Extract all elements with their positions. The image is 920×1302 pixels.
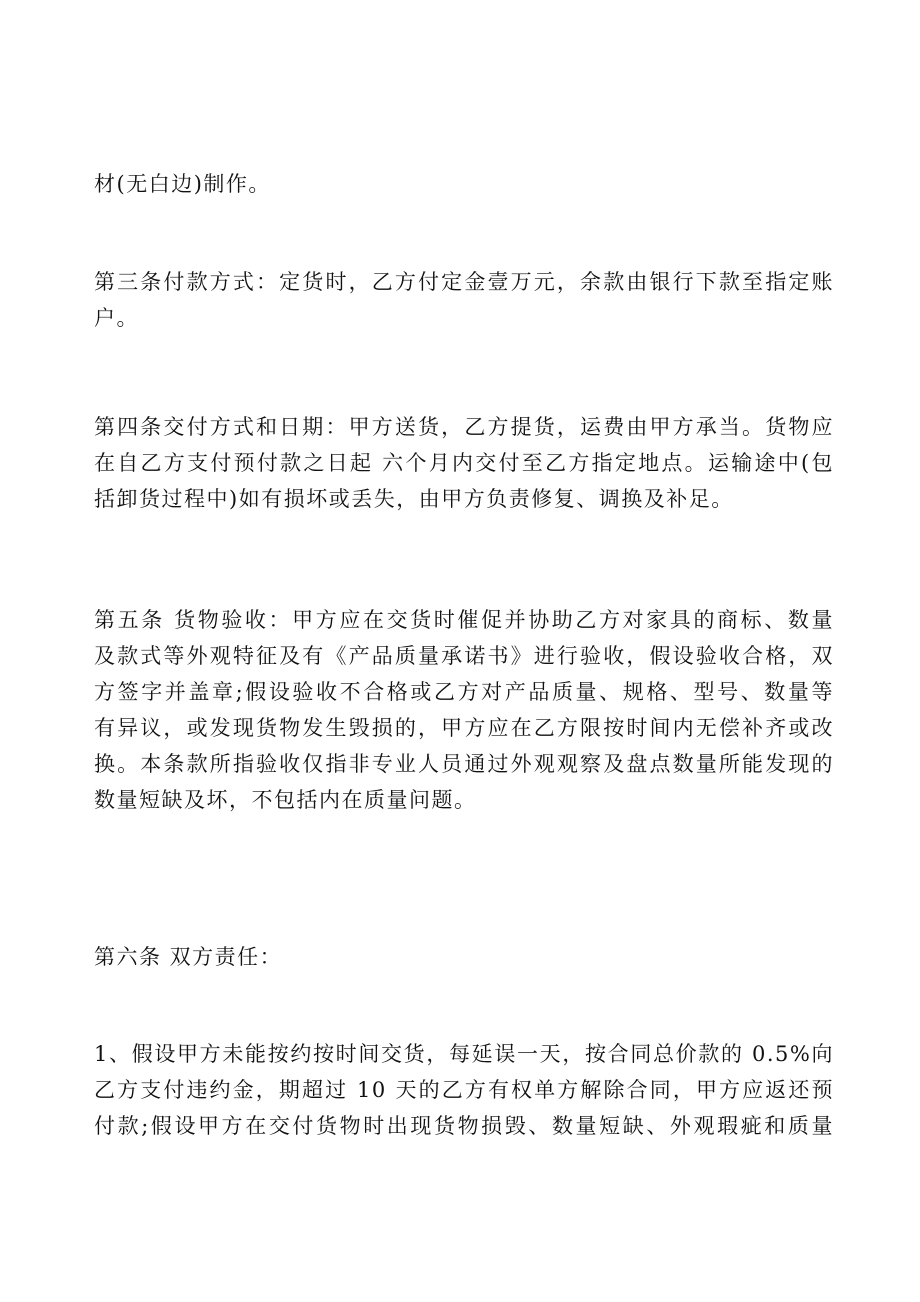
text-line: 乙方支付违约金，期超过 10 天的乙方有权单方解除合同，甲方应返还预 [94, 1078, 834, 1102]
text-line: 在自乙方支付预付款之日起 六个月内交付至乙方指定地点。运输途中(包 [94, 451, 834, 475]
text-line: 括卸货过程中)如有损坏或丢失，由甲方负责修复、调换及补足。 [94, 487, 734, 511]
text-line: 材(无白边)制作。 [94, 172, 271, 196]
text-line: 付款;假设甲方在交付货物时出现货物损毁、数量短缺、外观瑕疵和质量 [94, 1114, 834, 1138]
para-article-5-inspection [94, 602, 834, 818]
text-line: 户。 [94, 306, 139, 330]
text-line: 1、假设甲方未能按约按时间交货，每延误一天，按合同总价款的 0.5%向 [94, 1042, 834, 1066]
text-line: 数量短缺及坏，不包括内在质量问题。 [94, 788, 477, 812]
para-material-end [94, 166, 834, 202]
text-line: 第四条交付方式和日期：甲方送货，乙方提货，运费由甲方承当。货物应 [94, 415, 834, 439]
para-article-6-item-1 [94, 1036, 834, 1144]
text-line: 有异议，或发现货物发生毁损的，甲方应在乙方限按时间内无偿补齐或改 [94, 716, 834, 740]
para-article-6-heading [94, 939, 834, 975]
para-article-3-payment [94, 264, 834, 336]
text-line: 第六条 双方责任： [94, 945, 283, 969]
text-line: 方签字并盖章;假设验收不合格或乙方对产品质量、规格、型号、数量等 [94, 680, 834, 704]
text-line: 及款式等外观特征及有《产品质量承诺书》进行验收，假设验收合格，双 [94, 644, 834, 668]
text-line: 第五条 货物验收：甲方应在交货时催促并协助乙方对家具的商标、数量 [94, 608, 834, 632]
para-article-4-delivery [94, 409, 834, 517]
text-line: 换。本条款所指验收仅指非专业人员通过外观观察及盘点数量所能发现的 [94, 752, 834, 776]
text-line: 第三条付款方式：定货时，乙方付定金壹万元，余款由银行下款至指定账 [94, 270, 834, 294]
